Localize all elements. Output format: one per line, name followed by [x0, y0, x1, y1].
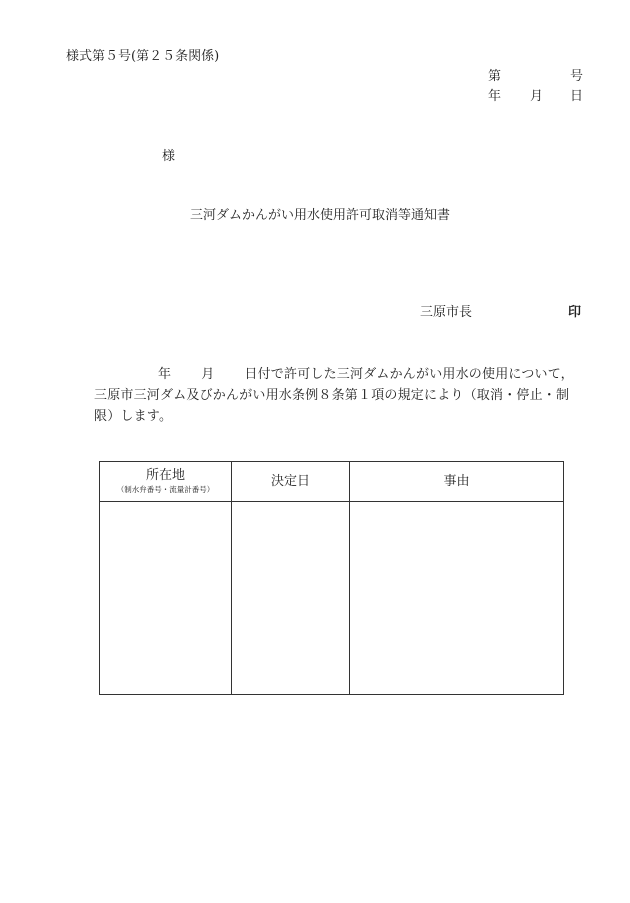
header-decision-date-label: 決定日	[270, 473, 310, 489]
addressee: 様	[162, 149, 176, 164]
body-month: 月	[201, 367, 215, 382]
notice-body	[94, 364, 589, 427]
header-reason	[350, 462, 564, 502]
date-year: 年	[488, 89, 502, 104]
cell-location[interactable]	[100, 502, 232, 695]
header-location	[100, 462, 232, 502]
table-row	[100, 502, 564, 695]
header-reason-label: 事由	[443, 473, 470, 489]
seal-mark: 印	[568, 305, 582, 320]
cell-decision-date[interactable]	[232, 502, 350, 695]
issuer: 三原市長	[420, 305, 473, 320]
body-year: 年	[158, 367, 172, 382]
doc-number-suffix: 号	[569, 69, 583, 84]
date-month: 月	[530, 89, 544, 104]
document-title: 三河ダムかんがい用水使用許可取消等通知書	[190, 208, 451, 223]
header-location-label: 所在地	[145, 467, 185, 483]
decision-table	[99, 461, 564, 695]
doc-number-prefix: 第	[488, 69, 502, 84]
table-header-row	[100, 462, 564, 502]
header-decision-date	[232, 462, 350, 502]
date-day: 日	[569, 89, 583, 104]
header-location-sublabel: （制水弁番号・流量計番号）	[116, 484, 215, 494]
body-line-1-text: 日付で許可した三河ダムかんがい用水の使用について，	[244, 367, 574, 382]
body-line-1	[94, 364, 589, 385]
body-line-2: 三原市三河ダム及びかんがい用水条例８条第１項の規定により（取消・停止・制	[94, 388, 570, 403]
form-number: 様式第５号(第２５条関係)	[66, 49, 220, 64]
cell-reason[interactable]	[350, 502, 564, 695]
body-line-3: 限）します。	[94, 409, 173, 424]
